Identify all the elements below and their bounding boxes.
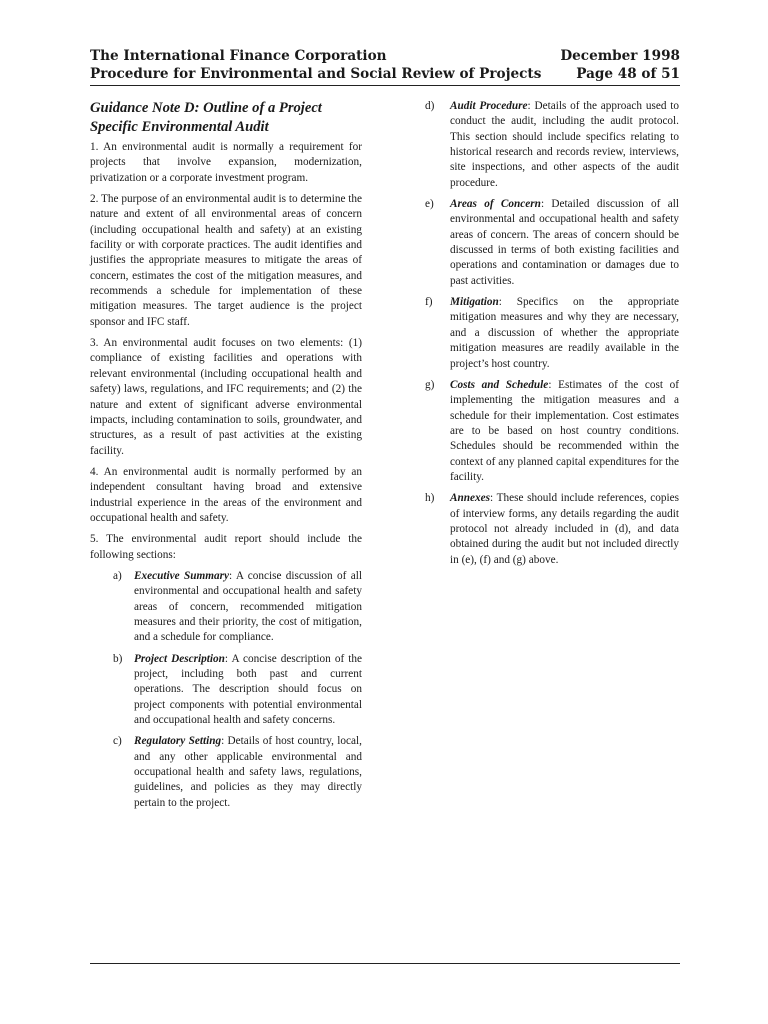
header-divider (90, 85, 680, 86)
section-item-areas-of-concern (425, 197, 679, 289)
item-body (134, 569, 362, 646)
title-line-2: Specific Environmental Audit (90, 119, 269, 135)
item-marker: g) (425, 378, 435, 391)
item-marker: b) (113, 652, 123, 665)
item-marker: c) (113, 735, 122, 748)
section-item-mitigation (425, 295, 679, 372)
page-header (90, 47, 680, 83)
right-column (425, 99, 679, 574)
footer-divider (90, 963, 680, 964)
item-term: Audit Procedure (450, 100, 528, 112)
section-item-audit-procedure (425, 99, 679, 191)
item-text: : These should include references, copies of interview forms, any details regarding the audit protocol not already included in (d), and data obtained during the audit but not included directly in (e), (f) and (g) above. (450, 492, 679, 566)
page-number: Page 48 of 51 (576, 66, 680, 82)
section-item-executive-summary (90, 569, 362, 646)
item-marker: d) (425, 100, 435, 112)
item-body (450, 378, 679, 485)
item-term: Regulatory Setting (134, 735, 222, 748)
item-term: Costs and Schedule (450, 378, 549, 391)
section-item-annexes (425, 491, 679, 568)
item-body (134, 652, 362, 729)
section-item-project-description (90, 652, 362, 729)
item-term: Mitigation (450, 296, 499, 309)
item-marker: a) (113, 569, 122, 582)
item-term: Areas of Concern (450, 198, 541, 211)
item-text: : Details of the approach used to conduct the audit, including the audit protocol. This section should include specifics relating to historical research and records review, interviews, site inspections, and other aspects of the audit procedure. (450, 100, 679, 189)
title-line-1: Guidance Note D: Outline of a Project (90, 100, 322, 116)
paragraph-2: 2. The purpose of an environmental audit is to determine the nature and extent of all environmental areas of concern (including occupational health and safety) at an existing facility or with corporate practices. The audit identifies and justifies the appropriate measures to mitigate the areas of concern, estimates the cost of the mitigation measures, and recommends a schedule for implementation of these mitigation measures. The target audience is the project sponsor and IFC staff. (90, 193, 362, 328)
item-marker: e) (425, 198, 434, 211)
item-body (134, 734, 362, 811)
header-row-2 (90, 65, 680, 83)
item-body (450, 295, 679, 372)
item-term: Project Description (134, 652, 225, 665)
item-term: Annexes (450, 492, 491, 505)
header-row-1 (90, 47, 680, 65)
organization-name: The International Finance Corporation (90, 48, 387, 64)
paragraph-5: 5. The environmental audit report should include the following sections: (90, 533, 362, 561)
item-text: : Details of host country, local, and any other applicable environmental and occupational health and safety laws, regulations, guidelines, and policies as they may directly pertain to the project. (134, 735, 362, 809)
paragraph-1: 1. An environmental audit is normally a requirement for projects that involve expansion, modernization, privatization or a corporate investment program. (90, 141, 362, 184)
item-text: : Detailed discussion of all environmental and occupational health and safety areas of concern. The areas of concern should be discussed in terms of both existing facilities and operations and contamination or damages due to past activities. (450, 198, 679, 287)
section-item-regulatory-setting (90, 734, 362, 811)
item-text: : A concise discussion of all environmental and occupational health and safety areas of concern, recommended mitigation measures and their priority, the cost of mitigation, and a schedule for compliance. (134, 569, 362, 644)
item-text: : Specifics on the appropriate mitigation measures and why they are necessary, and a discussion of whether the appropriate mitigation measures are readily available in the project’s host country. (450, 296, 679, 370)
left-column (90, 99, 362, 817)
item-body (450, 99, 679, 191)
item-text: : Estimates of the cost of implementing the mitigation measures and a schedule for their implementation. Cost estimates are to be based on host country conditions. Schedules should be recommended within the context of any planned capital expenditures for the facility. (450, 378, 679, 483)
document-date: December 1998 (560, 48, 680, 64)
item-body (450, 491, 679, 568)
section-item-costs-and-schedule (425, 378, 679, 485)
paragraph-4: 4. An environmental audit is normally performed by an independent consultant having broad and extensive industrial experience in the areas of the environment and occupational health and safety. (90, 465, 362, 524)
item-body (450, 197, 679, 289)
item-text: : A concise description of the project, including both past and current operations. The description should focus on project components with potential environmental and occupational health and safety concerns. (134, 652, 362, 727)
item-term: Executive Summary (134, 569, 229, 582)
guidance-note-title (90, 99, 362, 137)
item-marker: h) (425, 492, 435, 505)
item-marker: f) (425, 296, 433, 309)
paragraph-3: 3. An environmental audit focuses on two elements: (1) compliance of existing facilities and operations with relevant environmental (including occupational health and safety) laws, regulations, and IFC requirements; and (2) the nature and extent of significant adverse environmental impacts, including contamination to soils, groundwater, and structures, as a result of past activities at the existing facility. (90, 337, 362, 457)
document-title: Procedure for Environmental and Social Review of Projects (90, 66, 542, 82)
